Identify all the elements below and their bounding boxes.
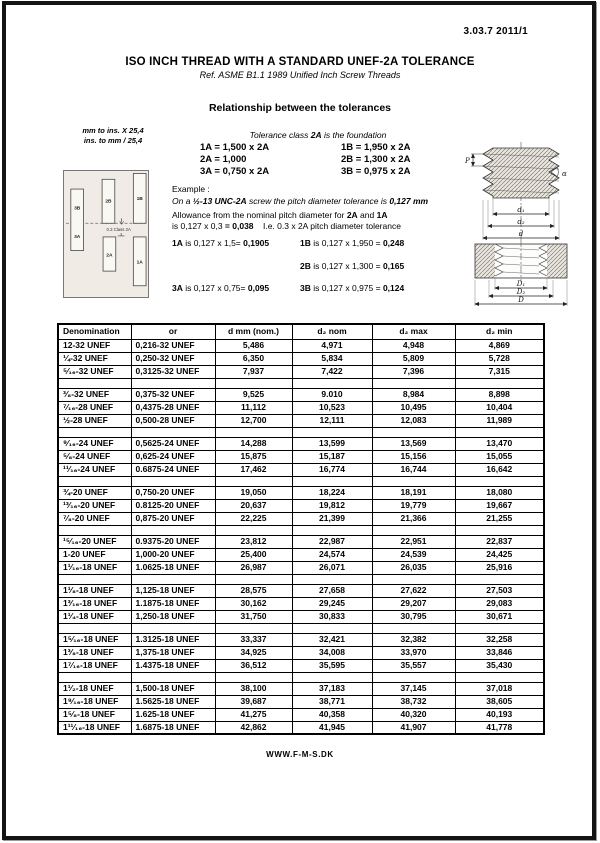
spacer-cell (455, 672, 544, 682)
cell-d2-max: 18,191 (372, 486, 455, 499)
table-row (58, 535, 544, 548)
cell-denomination: ¹¹⁄₁₆-24 UNEF (58, 463, 131, 476)
spacer-cell (372, 574, 455, 584)
calc-3a: 3A is 0,127 x 0,75= 0,095 (172, 283, 270, 293)
cell-d2-max: 13,569 (372, 437, 455, 450)
cell-d2-max: 7,396 (372, 365, 455, 378)
cell-d2-nom: 34,008 (292, 646, 372, 659)
spacer-cell (292, 378, 372, 388)
cell-d2-nom: 22,987 (292, 535, 372, 548)
cell-or: 0,625-24 UNEF (131, 450, 215, 463)
angle-label: α (562, 170, 567, 178)
cell-d2-nom: 40,358 (292, 708, 372, 721)
cell-denomination: 1¹⁄₂-18 UNEF (58, 682, 131, 695)
D2-label: D₂ (516, 288, 526, 296)
cell-d2-min: 25,916 (455, 561, 544, 574)
cell-d2-max: 29,207 (372, 597, 455, 610)
cell-d2-nom: 12,111 (292, 414, 372, 427)
spacer-cell (292, 623, 372, 633)
cell-d2-min: 13,470 (455, 437, 544, 450)
cell-d2-min: 32,258 (455, 633, 544, 646)
table-row (58, 682, 544, 695)
bar-3b-3a (71, 189, 84, 251)
cell-or: 0,3125-32 UNEF (131, 365, 215, 378)
spacer-cell (58, 574, 131, 584)
table-row (58, 659, 544, 672)
spacer-row (58, 427, 544, 437)
table-row (58, 610, 544, 623)
cell-denomination: 1⁹⁄₁₆-18 UNEF (58, 695, 131, 708)
cell-d2-nom: 19,812 (292, 499, 372, 512)
table-row (58, 339, 544, 352)
cell-d2-max: 32,382 (372, 633, 455, 646)
spacer-cell (292, 427, 372, 437)
spacer-cell (58, 672, 131, 682)
spacer-row (58, 476, 544, 486)
column-header: or (131, 324, 215, 339)
cell-d-nom: 22,225 (215, 512, 292, 525)
spacer-cell (131, 623, 215, 633)
cell-d2-max: 19,779 (372, 499, 455, 512)
cell-d-nom: 42,862 (215, 721, 292, 734)
cell-d-nom: 17,462 (215, 463, 292, 476)
cell-d2-min: 38,605 (455, 695, 544, 708)
cell-d2-max: 21,366 (372, 512, 455, 525)
cell-denomination: 1⁷⁄₁₆-18 UNEF (58, 659, 131, 672)
class-3b: 3B = 0,975 x 2A (341, 166, 411, 177)
cell-denomination: 1¹¹⁄₁₆-18 UNEF (58, 721, 131, 734)
cell-d2-nom: 37,183 (292, 682, 372, 695)
cell-or: 1,000-20 UNEF (131, 548, 215, 561)
cell-d-nom: 20,637 (215, 499, 292, 512)
d2-label: d₂ (517, 218, 525, 226)
calc-3b: 3B is 0,127 x 0,975 = 0,124 (300, 283, 405, 293)
cell-d2-max: 30,795 (372, 610, 455, 623)
spacer-cell (372, 525, 455, 535)
cell-d2-nom: 35,595 (292, 659, 372, 672)
cell-denomination: 1¹⁄₁₆-18 UNEF (58, 561, 131, 574)
footer-url: WWW.F-M-S.DK (266, 750, 334, 759)
D-label: D (518, 296, 524, 304)
spacer-row (58, 525, 544, 535)
class-1a: 1A = 1,500 x 2A (200, 142, 270, 153)
pitch-dimension (464, 154, 483, 166)
cell-d2-max: 40,320 (372, 708, 455, 721)
cell-d-nom: 11,112 (215, 401, 292, 414)
thread-diagram (462, 140, 582, 308)
spacer-cell (131, 525, 215, 535)
bar-label-3a: 3A (74, 234, 81, 240)
conversion-note-line1: mm to ins. X 25,4 (82, 126, 144, 135)
cell-d2-max: 37,145 (372, 682, 455, 695)
cell-d2-min: 41,778 (455, 721, 544, 734)
table-row (58, 401, 544, 414)
cell-or: 0.8125-20 UNEF (131, 499, 215, 512)
cell-d2-nom: 29,245 (292, 597, 372, 610)
cell-d2-max: 22,951 (372, 535, 455, 548)
cell-denomination: 1¹⁄₄-18 UNEF (58, 610, 131, 623)
cell-d2-nom: 24,574 (292, 548, 372, 561)
cell-d2-max: 5,809 (372, 352, 455, 365)
spacer-cell (131, 574, 215, 584)
cell-d2-max: 38,732 (372, 695, 455, 708)
cell-d2-nom: 7,422 (292, 365, 372, 378)
column-header: d mm (nom.) (215, 324, 292, 339)
cell-d2-min: 22,837 (455, 535, 544, 548)
cell-denomination: ⁵⁄₈-24 UNEF (58, 450, 131, 463)
allowance-label: 0.3 Class 2A (106, 227, 131, 233)
column-header: Denomination (58, 324, 131, 339)
cell-or: 0.9375-20 UNEF (131, 535, 215, 548)
spacer-cell (58, 476, 131, 486)
d-label: d (518, 230, 524, 238)
table-row (58, 597, 544, 610)
cell-d2-nom: 27,658 (292, 584, 372, 597)
spacer-cell (372, 672, 455, 682)
class-1b: 1B = 1,950 x 2A (341, 142, 411, 153)
spacer-cell (455, 427, 544, 437)
cell-d-nom: 7,937 (215, 365, 292, 378)
spacer-cell (215, 427, 292, 437)
cell-d-nom: 9,525 (215, 388, 292, 401)
spacer-cell (215, 525, 292, 535)
cell-d2-min: 35,430 (455, 659, 544, 672)
cell-d-nom: 39,687 (215, 695, 292, 708)
cell-d-nom: 26,987 (215, 561, 292, 574)
cell-d2-nom: 32,421 (292, 633, 372, 646)
table-row (58, 548, 544, 561)
spacer-cell (292, 525, 372, 535)
table-row (58, 512, 544, 525)
spacer-cell (58, 427, 131, 437)
cell-denomination: 1³⁄₁₆-18 UNEF (58, 597, 131, 610)
tolerance-classes-a (200, 142, 269, 178)
cell-d2-min: 33,846 (455, 646, 544, 659)
bar-label-3b: 3B (74, 206, 81, 212)
cell-d2-min: 30,671 (455, 610, 544, 623)
example-label: Example : (172, 184, 210, 194)
D1-label: D₁ (516, 280, 526, 288)
table-row (58, 463, 544, 476)
external-dimensions (483, 206, 559, 238)
cell-d-nom: 25,400 (215, 548, 292, 561)
cell-d-nom: 41,275 (215, 708, 292, 721)
calc-2b: 2B is 0,127 x 1,300 = 0,165 (300, 261, 405, 271)
cell-d2-nom: 5,834 (292, 352, 372, 365)
calc-1b: 1B is 0,127 x 1,950 = 0,248 (300, 238, 405, 248)
page-title: ISO INCH THREAD WITH A STANDARD UNEF-2A TOLERANCE (125, 56, 475, 68)
cell-denomination: ³⁄₈-32 UNEF (58, 388, 131, 401)
cell-d-nom: 23,812 (215, 535, 292, 548)
table-row (58, 499, 544, 512)
cell-denomination: 1⁵⁄₁₆-18 UNEF (58, 633, 131, 646)
bar-label-2b: 2B (105, 199, 112, 205)
allowance-line2: is 0,127 x 0,3 = 0,038 I.e. 0.3 x 2A pitch diameter tolerance (172, 221, 401, 231)
cell-d2-nom: 16,774 (292, 463, 372, 476)
cell-d-nom: 5,486 (215, 339, 292, 352)
cell-denomination: ⁹⁄₁₆-24 UNEF (58, 437, 131, 450)
bar-label-2a: 2A (106, 253, 113, 259)
cell-d2-nom: 13,599 (292, 437, 372, 450)
cell-d2-min: 18,080 (455, 486, 544, 499)
cell-d2-min: 24,425 (455, 548, 544, 561)
cell-or: 0,500-28 UNEF (131, 414, 215, 427)
cell-denomination: ⁵⁄₁₆-32 UNEF (58, 365, 131, 378)
cell-d-nom: 34,925 (215, 646, 292, 659)
bar-label-1b: 1B (136, 196, 143, 202)
foundation-note: Tolerance class 2A is the foundation (249, 130, 387, 140)
tolerance-table (57, 323, 545, 735)
cell-or: 1.4375-18 UNEF (131, 659, 215, 672)
tolerance-zone-diagram (63, 170, 149, 298)
cell-denomination: ¹⁵⁄₁₆-20 UNEF (58, 535, 131, 548)
cell-d2-min: 21,255 (455, 512, 544, 525)
spacer-cell (131, 672, 215, 682)
cell-denomination: ⁷⁄₈-20 UNEF (58, 512, 131, 525)
cell-d2-nom: 4,971 (292, 339, 372, 352)
cell-or: 1.3125-18 UNEF (131, 633, 215, 646)
spacer-row (58, 574, 544, 584)
cell-d2-max: 15,156 (372, 450, 455, 463)
cell-d-nom: 6,350 (215, 352, 292, 365)
cell-d2-nom: 15,187 (292, 450, 372, 463)
doc-number: 3.03.7 2011/1 (463, 26, 528, 37)
spacer-cell (58, 623, 131, 633)
class-2a: 2A = 1,000 (200, 154, 247, 165)
d1-label: d₁ (517, 206, 525, 214)
table-row (58, 584, 544, 597)
cell-d2-max: 41,907 (372, 721, 455, 734)
cell-or: 0,875-20 UNEF (131, 512, 215, 525)
internal-thread-section (475, 240, 567, 282)
cell-or: 1.1875-18 UNEF (131, 597, 215, 610)
cell-denomination: ⁷⁄₁₆-28 UNEF (58, 401, 131, 414)
cell-d2-min: 29,083 (455, 597, 544, 610)
page-subtitle: Ref. ASME B1.1 1989 Unified Inch Screw Threads (199, 70, 401, 80)
spacer-cell (455, 476, 544, 486)
class-3a: 3A = 0,750 x 2A (200, 166, 270, 177)
allowance-line1: Allowance from the nominal pitch diameter for 2A and 1A (172, 210, 388, 220)
cell-or: 0,375-32 UNEF (131, 388, 215, 401)
cell-d2-max: 27,622 (372, 584, 455, 597)
column-header: d₂ max (372, 324, 455, 339)
cell-d-nom: 31,750 (215, 610, 292, 623)
table-row (58, 486, 544, 499)
cell-d2-min: 27,503 (455, 584, 544, 597)
section-heading: Relationship between the tolerances (208, 102, 392, 114)
cell-d2-max: 33,970 (372, 646, 455, 659)
spacer-cell (215, 378, 292, 388)
spacer-cell (455, 623, 544, 633)
column-header: d₂ min (455, 324, 544, 339)
cell-or: 0,4375-28 UNEF (131, 401, 215, 414)
cell-or: 0,750-20 UNEF (131, 486, 215, 499)
table-row (58, 633, 544, 646)
allowance-tick-bottom (118, 233, 125, 236)
cell-d2-min: 15,055 (455, 450, 544, 463)
cell-d2-max: 10,495 (372, 401, 455, 414)
cell-d2-max: 12,083 (372, 414, 455, 427)
cell-d2-max: 35,557 (372, 659, 455, 672)
cell-d2-min: 10,404 (455, 401, 544, 414)
cell-d2-min: 4,869 (455, 339, 544, 352)
spacer-cell (58, 525, 131, 535)
spacer-cell (131, 378, 215, 388)
cell-or: 1,500-18 UNEF (131, 682, 215, 695)
table-row (58, 388, 544, 401)
conversion-note-line2: ins. to mm / 25,4 (83, 136, 143, 145)
table-row (58, 646, 544, 659)
spacer-cell (455, 378, 544, 388)
cell-d2-max: 26,035 (372, 561, 455, 574)
cell-denomination: ¾-20 UNEF (58, 486, 131, 499)
cell-or: 0.6875-24 UNEF (131, 463, 215, 476)
cell-denomination: 1-20 UNEF (58, 548, 131, 561)
spacer-cell (292, 672, 372, 682)
cell-d-nom: 36,512 (215, 659, 292, 672)
cell-d-nom: 12,700 (215, 414, 292, 427)
spacer-cell (215, 672, 292, 682)
cell-denomination: 1⁵⁄₈-18 UNEF (58, 708, 131, 721)
cell-denomination: 12-32 UNEF (58, 339, 131, 352)
spacer-cell (292, 574, 372, 584)
cell-or: 1.0625-18 UNEF (131, 561, 215, 574)
cell-d2-min: 19,667 (455, 499, 544, 512)
cell-or: 0,216-32 UNEF (131, 339, 215, 352)
tolerance-table-body (58, 339, 544, 734)
cell-or: 1,250-18 UNEF (131, 610, 215, 623)
spacer-cell (292, 476, 372, 486)
table-row (58, 365, 544, 378)
cell-or: 0,250-32 UNEF (131, 352, 215, 365)
spacer-cell (372, 427, 455, 437)
cell-denomination: 1³⁄₈-18 UNEF (58, 646, 131, 659)
spacer-cell (131, 427, 215, 437)
cell-d-nom: 33,337 (215, 633, 292, 646)
spacer-cell (372, 378, 455, 388)
spacer-row (58, 623, 544, 633)
cell-d2-nom: 9.010 (292, 388, 372, 401)
spacer-row (58, 672, 544, 682)
table-row (58, 695, 544, 708)
pitch-label: P (465, 157, 470, 165)
cell-d-nom: 14,288 (215, 437, 292, 450)
cell-d-nom: 15,875 (215, 450, 292, 463)
cell-d2-nom: 38,771 (292, 695, 372, 708)
tolerance-classes-b (341, 142, 410, 178)
cell-d2-nom: 10,523 (292, 401, 372, 414)
calc-1a: 1A is 0,127 x 1,5= 0,1905 (172, 238, 270, 248)
spacer-cell (455, 525, 544, 535)
cell-d2-nom: 18,224 (292, 486, 372, 499)
cell-or: 1.6875-18 UNEF (131, 721, 215, 734)
cell-d-nom: 38,100 (215, 682, 292, 695)
cell-denomination: ¹³⁄₁₆-20 UNEF (58, 499, 131, 512)
cell-d2-nom: 21,399 (292, 512, 372, 525)
cell-d-nom: 19,050 (215, 486, 292, 499)
spacer-cell (372, 476, 455, 486)
spacer-cell (131, 476, 215, 486)
cell-d2-max: 4,948 (372, 339, 455, 352)
cell-d2-nom: 26,071 (292, 561, 372, 574)
example-line: On a ½-13 UNC-2A screw the pitch diameter tolerance is 0,127 mm (172, 196, 429, 206)
spacer-cell (455, 574, 544, 584)
cell-denomination: 1¹⁄₈-18 UNEF (58, 584, 131, 597)
table-row (58, 437, 544, 450)
class-2b: 2B = 1,300 x 2A (341, 154, 411, 165)
tolerance-table-header-row (58, 324, 544, 339)
spacer-row (58, 378, 544, 388)
cell-or: 1.5625-18 UNEF (131, 695, 215, 708)
cell-d2-nom: 30,833 (292, 610, 372, 623)
table-row (58, 561, 544, 574)
cell-or: 0,5625-24 UNEF (131, 437, 215, 450)
cell-d2-min: 7,315 (455, 365, 544, 378)
table-row (58, 450, 544, 463)
cell-d2-min: 11,989 (455, 414, 544, 427)
cell-d2-min: 37,018 (455, 682, 544, 695)
table-row (58, 708, 544, 721)
cell-d2-min: 16,642 (455, 463, 544, 476)
table-row (58, 414, 544, 427)
spacer-cell (58, 378, 131, 388)
cell-or: 1.625-18 UNEF (131, 708, 215, 721)
cell-d2-max: 16,744 (372, 463, 455, 476)
cell-d2-nom: 41,945 (292, 721, 372, 734)
spacer-cell (215, 476, 292, 486)
cell-d-nom: 30,162 (215, 597, 292, 610)
bar-label-1a: 1A (136, 260, 143, 266)
cell-d2-min: 5,728 (455, 352, 544, 365)
spacer-cell (372, 623, 455, 633)
spacer-cell (215, 574, 292, 584)
cell-d2-max: 8,984 (372, 388, 455, 401)
cell-d-nom: 28,575 (215, 584, 292, 597)
cell-d2-min: 40,193 (455, 708, 544, 721)
cell-denomination: ¼-32 UNEF (58, 352, 131, 365)
cell-denomination: ½-28 UNEF (58, 414, 131, 427)
cell-or: 1,375-18 UNEF (131, 646, 215, 659)
cell-d2-min: 8,898 (455, 388, 544, 401)
table-row (58, 721, 544, 734)
cell-or: 1,125-18 UNEF (131, 584, 215, 597)
table-row (58, 352, 544, 365)
spacer-cell (215, 623, 292, 633)
column-header: d₂ nom (292, 324, 372, 339)
conversion-note (62, 126, 164, 146)
cell-d2-max: 24,539 (372, 548, 455, 561)
